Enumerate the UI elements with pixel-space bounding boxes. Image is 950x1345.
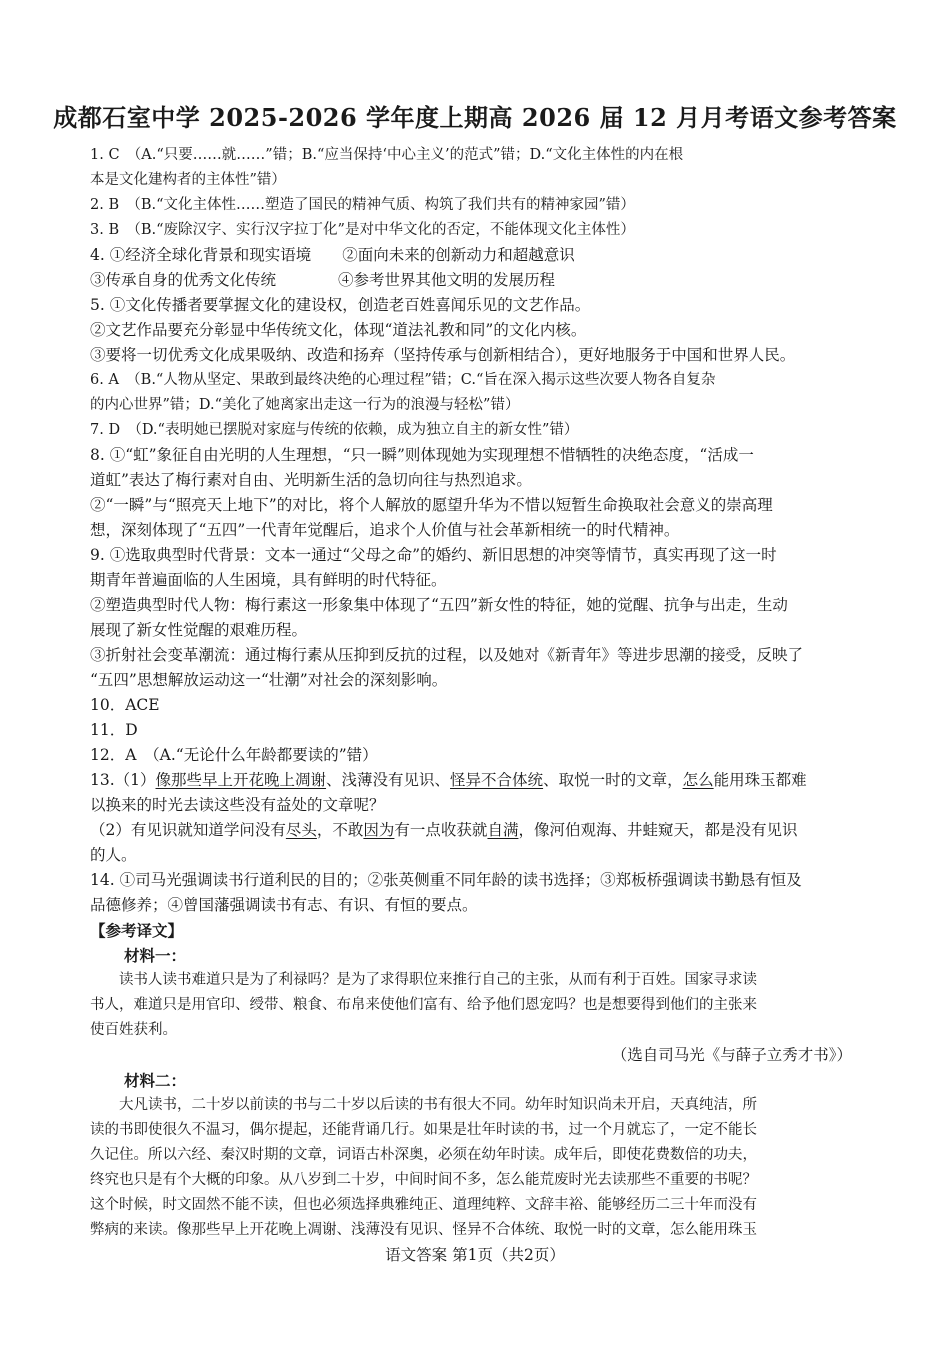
material-1-label: 材料一： — [124, 946, 187, 965]
q13-2-underline-2: 因为 — [363, 821, 395, 839]
answer-q12: 12．A （A.“无论什么年龄都要读的”错） — [90, 746, 378, 764]
material-1-line3: 使百姓获利。 — [90, 1022, 177, 1038]
q13-2-underline-3: 自满 — [487, 821, 519, 839]
answer-q13-2-line2: 的人。 — [90, 846, 137, 864]
answer-q9-line4: 展现了新女性觉醒的艰难历程。 — [90, 621, 308, 639]
answer-q9-line5: ③折射社会变革潮流：通过梅行素从压抑到反抗的过程，以及她对《新青年》等进步思潮的接受，反映了 — [90, 646, 804, 664]
answer-q13-1-line1 — [90, 768, 862, 793]
answer-q4-line1: 4. ①经济全球化背景和现实语境 ②面向未来的创新动力和超越意识 — [90, 246, 575, 264]
answer-q9-line1: 9. ①选取典型时代背景：文本一通过“父母之命”的婚约、新旧思想的冲突等情节，真实再现了这一时 — [90, 546, 777, 564]
answer-q14-line2: 品德修养；④曾国藩强调读书有志、有识、有恒的要点。 — [90, 896, 478, 914]
answer-q9-line2: 期青年普遍面临的人生困境，具有鲜明的时代特征。 — [90, 571, 447, 589]
answer-q11: 11．D — [90, 721, 138, 739]
answer-q8-line2: 道虹”表达了梅行素对自由、光明新生活的急切向往与热烈追求。 — [90, 471, 532, 489]
page-footer: 语文答案 第1页（共2页） — [385, 1246, 565, 1264]
answer-q8-line1: 8. ①“虹”象征自由光明的人生理想，“只一瞬”则体现她为实现理想不惜牺牲的决绝态度，“活成一 — [90, 446, 754, 464]
page-title: 成都石室中学 2025-2026 学年度上期高 2026 届 12 月月考语文参考答案 — [53, 103, 897, 132]
answer-body — [90, 143, 862, 1243]
material-2-line2: 读的书即使很久不温习，偶尔提起，还能背诵几行。如果是壮年时读的书，过一个月就忘了，一定不能长 — [90, 1122, 757, 1138]
answer-q5-line2: ②文艺作品要充分彰显中华传统文化，体现“道法礼教和同”的文化内核。 — [90, 321, 587, 339]
q13-1-underline-2: 怪异不合体统 — [450, 771, 544, 789]
q13-2-underline-1: 尽头 — [285, 821, 317, 839]
material-2-line6: 弊病的来读。像那些早上开花晚上凋谢、浅薄没有见识、怪异不合体统、取悦一时的文章，怎么能用珠玉 — [90, 1222, 757, 1238]
answer-q6-line1: 6. A （B.“人物从坚定、果敢到最终决绝的心理过程”错；C.“旨在深入揭示这些次要人物各自复杂 — [90, 372, 716, 388]
q13-2-prefix: （2）有见识就知道学问没有 — [90, 821, 286, 839]
answer-q13-2-line1 — [90, 818, 862, 843]
q13-1-text-3: 能用珠玉都难 — [713, 771, 807, 789]
answer-q9-line6: “五四”思想解放运动这一“壮潮”对社会的深刻影响。 — [90, 671, 448, 689]
answer-q1-line2: 本是文化建构者的主体性”错） — [90, 172, 286, 188]
q13-1-underline-3: 怎么 — [682, 771, 714, 789]
answer-q9-line3: ②塑造典型时代人物：梅行素这一形象集中体现了“五四”新女性的特征，她的觉醒、抗争与出走，生动 — [90, 596, 788, 614]
q13-1-prefix: 13.（1） — [90, 771, 156, 789]
q13-2-text-1: ，不敢 — [316, 821, 364, 839]
answer-q3: 3. B （B.“废除汉字、实行汉字拉丁化”是对中华文化的否定，不能体现文化主体性） — [90, 222, 635, 238]
material-1-line1: 读书人读书难道只是为了利禄吗？是为了求得职位来推行自己的主张，从而有利于百姓。国家寻求读 — [119, 972, 757, 988]
answer-q6-line2: 的内心世界”错；D.“美化了她离家出走这一行为的浪漫与轻松”错） — [90, 397, 520, 413]
answer-q5-line3: ③要将一切优秀文化成果吸纳、改造和扬弃（坚持传承与创新相结合），更好地服务于中国和世界人民。 — [90, 346, 796, 364]
q13-1-text-2: 、取悦一时的文章， — [543, 771, 683, 789]
material-2-line1: 大凡读书，二十岁以前读的书与二十岁以后读的书有很大不同。幼年时知识尚未开启，天真纯洁，所 — [119, 1097, 757, 1113]
material-2-label: 材料二： — [124, 1071, 187, 1090]
answer-q8-line4: 想，深刻体现了“五四”一代青年觉醒后，追求个人价值与社会革新相统一的时代精神。 — [90, 521, 680, 539]
material-2-line4: 终究也只是有个大概的印象。从八岁到二十岁，中间时间不多，怎么能荒废时光去读那些不重要的书呢？ — [90, 1172, 757, 1188]
answer-q5-line1: 5. ①文化传播者要掌握文化的建设权，创造老百姓喜闻乐见的文艺作品。 — [90, 296, 591, 314]
material-1-line2: 书人，难道只是用官印、绶带、粮食、布帛来使他们富有、给予他们恩宠吗？也是想要得到他们的主张来 — [90, 997, 757, 1013]
answer-q1-line1: 1. C （A.“只要……就……”错；B.“应当保持‘中心主义’的范式”错；D.“文化主体性的内在根 — [90, 147, 684, 163]
translation-heading: 【参考译文】 — [90, 921, 184, 940]
q13-2-text-3: ，像河伯观海、井蛙窥天，都是没有见识 — [518, 821, 798, 839]
q13-2-text-2: 有一点收获就 — [394, 821, 488, 839]
answer-q4-line2: ③传承自身的优秀文化传统 ④参考世界其他文明的发展历程 — [90, 271, 556, 289]
answer-q13-1-line2: 以换来的时光去读这些没有益处的文章呢？ — [90, 796, 385, 814]
q13-1-underline-1: 像那些早上开花晚上凋谢 — [155, 771, 327, 789]
answer-q2: 2. B （B.“文化主体性……塑造了国民的精神气质、构筑了我们共有的精神家园”错） — [90, 197, 635, 213]
material-2-line5: 这个时候，时文固然不能不读，但也必须选择典雅纯正、道理纯粹、文辞丰裕、能够经历二三十年而没有 — [90, 1197, 757, 1213]
answer-q14-line1: 14. ①司马光强调读书行道利民的目的；②张英侧重不同年龄的读书选择；③郑板桥强调读书勤恳有恒及 — [90, 871, 802, 889]
material-1-source: （选自司马光《与薛子立秀才书》） — [611, 1046, 852, 1064]
material-2-line3: 久记住。所以六经、秦汉时期的文章，词语古朴深奥，必须在幼年时读。成年后，即使花费数倍的功夫， — [90, 1147, 757, 1163]
answer-q7: 7. D （D.“表明她已摆脱对家庭与传统的依赖，成为独立自主的新女性”错） — [90, 422, 579, 438]
answer-q8-line3: ②“一瞬”与“照亮天上地下”的对比，将个人解放的愿望升华为不惜以短暂生命换取社会意义的崇高理 — [90, 496, 773, 514]
q13-1-text-1: 、浅薄没有见识、 — [326, 771, 451, 789]
answer-q10: 10．ACE — [90, 696, 160, 714]
